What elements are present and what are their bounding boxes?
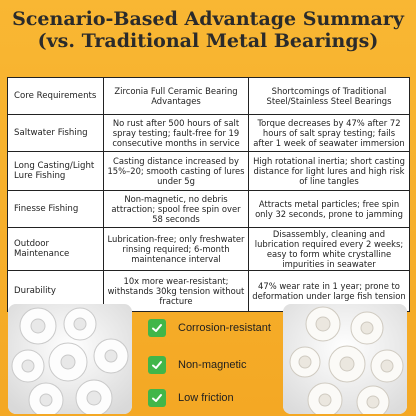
bearings-photo-left — [8, 304, 132, 414]
row-requirement: Saltwater Fishing — [8, 115, 104, 152]
row-requirement: Finesse Fishing — [8, 191, 104, 228]
ceramic-bearing-icon — [8, 304, 132, 414]
title-line-2: (vs. Traditional Metal Bearings) — [37, 30, 379, 52]
feature-section — [0, 300, 416, 416]
check-icon — [148, 319, 166, 337]
table-row — [8, 228, 410, 271]
row-advantage: Lubrication-free; only freshwater rinsing required; 6-month maintenance interval — [104, 228, 249, 271]
comparison-table — [7, 77, 410, 312]
feature-label: Corrosion-resistant — [178, 322, 271, 334]
check-icon — [148, 356, 166, 374]
header-steel-shortcomings: Shortcomings of Traditional Steel/Stainless Steel Bearings — [249, 78, 410, 115]
table-row — [8, 191, 410, 228]
header-core-requirements: Core Requirements — [8, 78, 104, 115]
title-line-1: Scenario-Based Advantage Summary — [12, 8, 404, 30]
header-ceramic-advantages: Zirconia Full Ceramic Bearing Advantages — [104, 78, 249, 115]
row-shortcoming: Torque decreases by 47% after 72 hours of salt spray testing; fails after 1 week of seawater immersion — [249, 115, 410, 152]
row-advantage: No rust after 500 hours of salt spray testing; fault-free for 19 consecutive months in service — [104, 115, 249, 152]
feature-label: Non-magnetic — [178, 359, 247, 371]
row-shortcoming: 47% wear rate in 1 year; prone to deformation under large fish tension — [249, 271, 410, 312]
row-shortcoming: Attracts metal particles; free spin only 32 seconds, prone to jamming — [249, 191, 410, 228]
row-requirement: Long Casting/Light Lure Fishing — [8, 152, 104, 191]
row-advantage: 10x more wear-resistant; withstands 30kg tension without fracture — [104, 271, 249, 312]
row-shortcoming: Disassembly, cleaning and lubrication required every 2 weeks; easy to form white crystalline impurities in seawater — [249, 228, 410, 271]
table-row — [8, 152, 410, 191]
page-title — [0, 8, 416, 52]
feature-corrosion-resistant — [148, 316, 271, 340]
feature-non-magnetic — [148, 353, 246, 377]
feature-label: Low friction — [178, 392, 234, 404]
row-advantage: Casting distance increased by 15%–20; smooth casting of lures under 5g — [104, 152, 249, 191]
bearings-photo-right — [283, 304, 407, 414]
table-row — [8, 115, 410, 152]
row-shortcoming: High rotational inertia; short casting distance for light lures and high risk of line tangles — [249, 152, 410, 191]
row-requirement: Outdoor Maintenance — [8, 228, 104, 271]
check-icon — [148, 389, 166, 407]
feature-low-friction — [148, 386, 234, 410]
row-advantage: Non-magnetic, no debris attraction; spool free spin over 58 seconds — [104, 191, 249, 228]
ceramic-bearing-icon — [283, 304, 407, 414]
table-header-row — [8, 78, 410, 115]
row-requirement: Durability — [8, 271, 104, 312]
